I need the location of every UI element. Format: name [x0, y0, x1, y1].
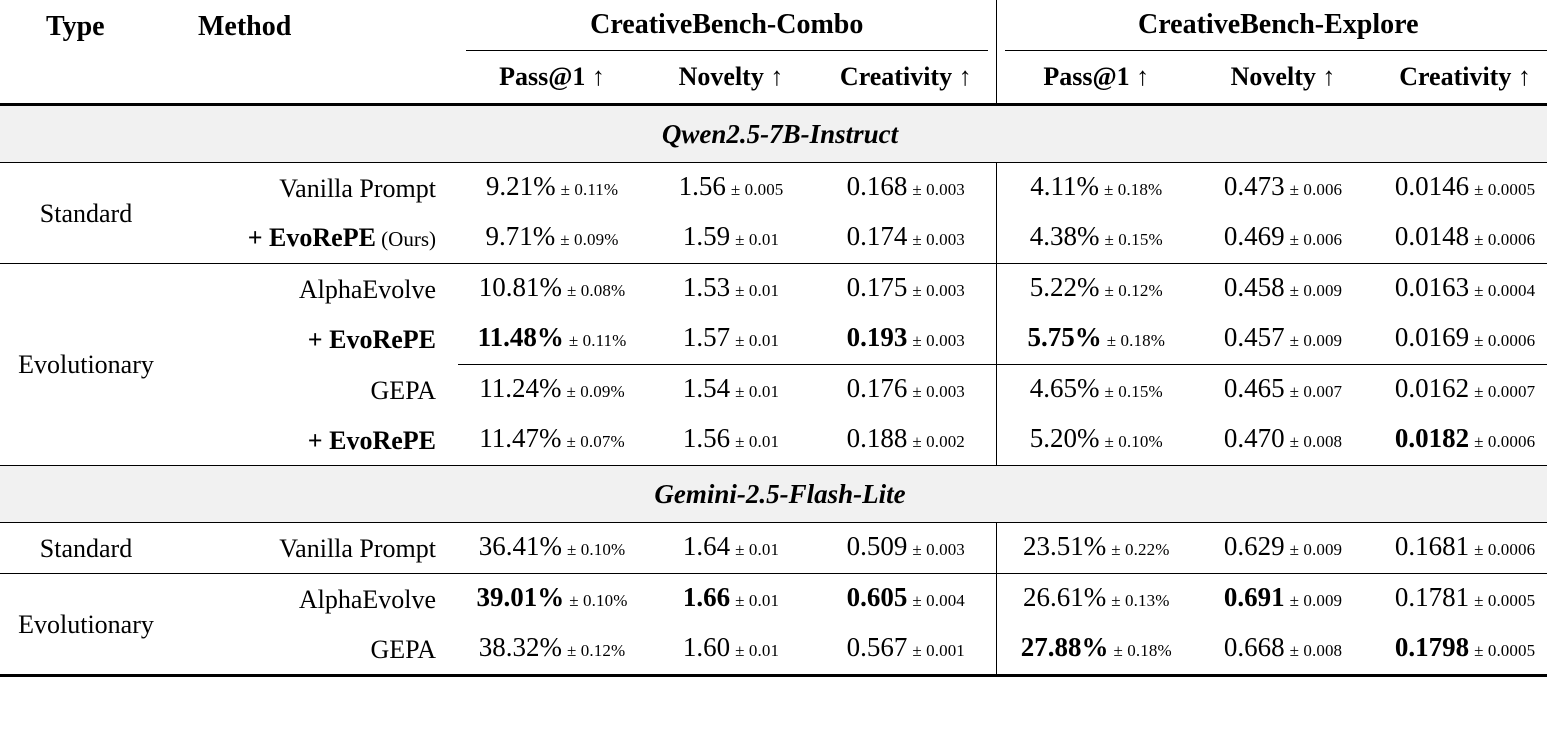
cell-method — [172, 415, 458, 466]
metric-value: 1.54 — [682, 373, 731, 403]
metric-value: 0.1781 — [1394, 582, 1470, 612]
metric-error: ± 0.009 — [1289, 540, 1343, 559]
cell-metric-value — [1196, 213, 1370, 264]
column-header-explore-pass1: Pass@1 ↑ — [996, 51, 1196, 105]
column-header-combo-creativity: Creativity ↑ — [839, 62, 972, 91]
header-group-row — [0, 0, 1547, 51]
column-group-header-combo-label: CreativeBench-Combo — [590, 9, 864, 40]
cell-metric-value — [816, 314, 996, 365]
metric-error: ± 0.12% — [1104, 281, 1163, 300]
metric-value: 0.470 — [1223, 423, 1285, 453]
cell-metric-value — [996, 213, 1196, 264]
method-label: + EvoRePE — [307, 324, 436, 354]
column-header-explore-novelty: Novelty ↑ — [1230, 62, 1336, 91]
table-row — [0, 213, 1547, 264]
table-row — [0, 415, 1547, 466]
metric-error: ± 0.01 — [735, 382, 780, 401]
cell-metric-value — [816, 415, 996, 466]
metric-error: ± 0.01 — [735, 591, 780, 610]
metric-value: 0.0169 — [1394, 322, 1470, 352]
cell-metric-value — [1370, 415, 1547, 466]
cell-metric-value — [646, 213, 816, 264]
cell-type: Evolutionary — [18, 350, 154, 379]
table-foot — [0, 676, 1547, 678]
cell-metric-value — [1196, 365, 1370, 415]
metric-error: ± 0.09% — [560, 230, 619, 249]
metric-value: 0.567 — [846, 632, 908, 662]
metric-value: 38.32% — [478, 632, 563, 662]
metric-value: 0.691 — [1223, 582, 1285, 612]
cell-metric-value — [816, 365, 996, 415]
metric-value: 0.457 — [1223, 322, 1285, 352]
table-body — [0, 106, 1547, 676]
metric-error: ± 0.005 — [730, 180, 784, 199]
cell-metric-value — [996, 163, 1196, 213]
metric-error: ± 0.01 — [735, 641, 780, 660]
metric-error: ± 0.10% — [1104, 432, 1163, 451]
metric-error: ± 0.11% — [568, 331, 627, 350]
cell-type: Standard — [39, 198, 133, 228]
metric-value: 0.668 — [1223, 632, 1285, 662]
metric-error: ± 0.0005 — [1474, 641, 1536, 660]
metric-error: ± 0.009 — [1289, 281, 1343, 300]
cell-metric-value — [1370, 264, 1547, 314]
metric-error: ± 0.01 — [735, 281, 780, 300]
cell-method — [172, 365, 458, 415]
cell-metric-value — [996, 624, 1196, 676]
metric-value: 1.57 — [682, 322, 731, 352]
metric-value: 0.458 — [1223, 272, 1285, 302]
metric-value: 26.61% — [1023, 582, 1107, 612]
metric-error: ± 0.008 — [1289, 432, 1343, 451]
metric-error: ± 0.07% — [566, 432, 625, 451]
metric-value: 0.193 — [846, 322, 908, 352]
metric-error: ± 0.0004 — [1474, 281, 1536, 300]
metric-value: 4.38% — [1029, 221, 1100, 251]
cell-metric-value — [458, 163, 646, 213]
section-header-label: Qwen2.5-7B-Instruct — [0, 106, 1547, 163]
cell-type: Standard — [39, 533, 133, 563]
metric-value: 0.175 — [846, 272, 908, 302]
metric-error: ± 0.18% — [1113, 641, 1172, 660]
metric-value: 0.469 — [1223, 221, 1285, 251]
metric-error: ± 0.01 — [735, 331, 780, 350]
cell-metric-value — [458, 365, 646, 415]
cell-metric-value — [1370, 163, 1547, 213]
metric-value: 1.60 — [682, 632, 731, 662]
cell-metric-value — [816, 264, 996, 314]
table-head — [0, 0, 1547, 106]
section-header-label: Gemini-2.5-Flash-Lite — [0, 466, 1547, 523]
column-header-method: Method — [198, 11, 292, 42]
metric-value: 9.21% — [485, 171, 556, 201]
cell-metric-value — [458, 415, 646, 466]
metric-value: 0.0162 — [1394, 373, 1470, 403]
metric-error: ± 0.004 — [912, 591, 965, 610]
cell-method — [172, 163, 458, 213]
metric-error: ± 0.10% — [567, 540, 626, 559]
metric-value: 5.75% — [1027, 322, 1102, 352]
cell-metric-value — [996, 415, 1196, 466]
cell-metric-value — [646, 163, 816, 213]
metric-value: 11.48% — [477, 322, 564, 352]
column-group-header-explore — [996, 0, 1547, 51]
metric-value: 0.629 — [1223, 531, 1285, 561]
cell-metric-value — [1370, 213, 1547, 264]
method-label: + EvoRePE — [247, 222, 376, 252]
metric-value: 0.174 — [846, 221, 908, 251]
metric-value: 0.0163 — [1394, 272, 1470, 302]
column-group-header-combo — [458, 0, 996, 51]
cell-metric-value — [1370, 574, 1547, 624]
metric-error: ± 0.09% — [566, 382, 625, 401]
column-group-header-explore-label: CreativeBench-Explore — [1138, 9, 1419, 40]
cell-method — [172, 574, 458, 624]
metric-value: 1.53 — [682, 272, 731, 302]
metric-error: ± 0.002 — [912, 432, 965, 451]
metric-error: ± 0.18% — [1104, 180, 1163, 199]
column-header-combo-novelty: Novelty ↑ — [678, 62, 784, 91]
metric-error: ± 0.0006 — [1474, 432, 1536, 451]
metric-error: ± 0.006 — [1289, 180, 1343, 199]
cell-metric-value — [646, 264, 816, 314]
cell-method — [172, 314, 458, 365]
cell-metric-value — [996, 365, 1196, 415]
cell-metric-value — [646, 314, 816, 365]
table-row — [0, 264, 1547, 314]
cell-method — [172, 213, 458, 264]
cell-metric-value — [816, 523, 996, 574]
column-header-explore-creativity: Creativity ↑ — [1399, 62, 1531, 91]
cell-metric-value — [1196, 574, 1370, 624]
metric-error: ± 0.01 — [735, 230, 780, 249]
cell-metric-value — [1370, 523, 1547, 574]
cell-type: Evolutionary — [18, 609, 154, 639]
metric-value: 0.465 — [1223, 373, 1285, 403]
metric-value: 0.1681 — [1394, 531, 1470, 561]
cell-metric-value — [1370, 624, 1547, 676]
cell-metric-value — [996, 314, 1196, 365]
rule-table-bottom — [0, 676, 1547, 678]
metric-error: ± 0.003 — [912, 331, 965, 350]
cell-metric-value — [646, 574, 816, 624]
metric-value: 27.88% — [1020, 632, 1109, 662]
metric-value: 39.01% — [476, 582, 565, 612]
section-header-row — [0, 106, 1547, 163]
metric-value: 0.168 — [846, 171, 908, 201]
cell-metric-value — [646, 415, 816, 466]
metric-error: ± 0.13% — [1111, 591, 1170, 610]
cell-metric-value — [458, 523, 646, 574]
method-label: Vanilla Prompt — [279, 533, 436, 563]
metric-value: 9.71% — [485, 221, 556, 251]
metric-value: 0.0146 — [1394, 171, 1470, 201]
cell-metric-value — [816, 163, 996, 213]
metric-value: 1.66 — [682, 582, 731, 612]
column-header-type: Type — [46, 11, 105, 42]
cell-metric-value — [458, 264, 646, 314]
metric-value: 10.81% — [478, 272, 563, 302]
metric-error: ± 0.003 — [912, 382, 965, 401]
cell-metric-value — [1196, 163, 1370, 213]
method-suffix: (Ours) — [375, 226, 436, 251]
metric-error: ± 0.007 — [1289, 382, 1343, 401]
cell-metric-value — [816, 624, 996, 676]
method-label: GEPA — [370, 634, 436, 664]
metric-error: ± 0.003 — [912, 180, 965, 199]
cell-metric-value — [458, 213, 646, 264]
cell-metric-value — [816, 574, 996, 624]
table-row — [0, 314, 1547, 365]
metric-value: 4.11% — [1030, 171, 1100, 201]
table-row — [0, 574, 1547, 624]
metric-error: ± 0.12% — [567, 641, 626, 660]
metric-error: ± 0.11% — [560, 180, 619, 199]
metric-value: 0.188 — [846, 423, 908, 453]
cell-metric-value — [1196, 314, 1370, 365]
cell-metric-value — [816, 213, 996, 264]
method-label: AlphaEvolve — [298, 584, 436, 614]
metric-error: ± 0.01 — [735, 540, 780, 559]
method-label: GEPA — [370, 375, 436, 405]
cell-metric-value — [1196, 523, 1370, 574]
metric-value: 0.176 — [846, 373, 908, 403]
cell-method — [172, 624, 458, 676]
method-label: AlphaEvolve — [298, 274, 436, 304]
metric-error: ± 0.08% — [567, 281, 626, 300]
metric-value: 36.41% — [478, 531, 563, 561]
cell-metric-value — [646, 523, 816, 574]
table-row — [0, 523, 1547, 574]
cell-metric-value — [1370, 314, 1547, 365]
metric-value: 5.22% — [1029, 272, 1100, 302]
metric-value: 1.56 — [682, 423, 731, 453]
metric-error: ± 0.006 — [1289, 230, 1343, 249]
cell-metric-value — [458, 624, 646, 676]
metric-value: 1.59 — [682, 221, 731, 251]
metric-error: ± 0.15% — [1104, 230, 1163, 249]
metric-error: ± 0.003 — [912, 281, 965, 300]
cell-metric-value — [996, 574, 1196, 624]
cell-metric-value — [1196, 415, 1370, 466]
metric-value: 4.65% — [1029, 373, 1100, 403]
metric-error: ± 0.22% — [1111, 540, 1170, 559]
metric-value: 23.51% — [1023, 531, 1107, 561]
metric-error: ± 0.0007 — [1474, 382, 1536, 401]
metric-error: ± 0.008 — [1289, 641, 1343, 660]
cell-metric-value — [996, 264, 1196, 314]
cell-metric-value — [458, 574, 646, 624]
metric-value: 1.56 — [678, 171, 726, 201]
metric-error: ± 0.0006 — [1474, 230, 1536, 249]
table-row — [0, 163, 1547, 213]
column-header-combo-pass1: Pass@1 ↑ — [499, 62, 605, 91]
metric-error: ± 0.001 — [912, 641, 965, 660]
metric-value: 0.1798 — [1394, 632, 1470, 662]
cell-metric-value — [1196, 624, 1370, 676]
metric-error: ± 0.0006 — [1474, 540, 1536, 559]
cell-metric-value — [646, 365, 816, 415]
cell-metric-value — [1370, 365, 1547, 415]
metric-value: 5.20% — [1029, 423, 1100, 453]
metric-value: 11.24% — [479, 373, 562, 403]
method-label: Vanilla Prompt — [279, 173, 436, 203]
metric-error: ± 0.01 — [735, 432, 780, 451]
metric-value: 11.47% — [479, 423, 562, 453]
metric-error: ± 0.0005 — [1474, 180, 1536, 199]
cell-metric-value — [996, 523, 1196, 574]
metric-value: 0.473 — [1223, 171, 1285, 201]
table-row — [0, 365, 1547, 415]
metric-value: 0.605 — [846, 582, 908, 612]
metric-value: 1.64 — [682, 531, 731, 561]
cell-method — [172, 264, 458, 314]
metric-error: ± 0.18% — [1106, 331, 1165, 350]
table-row — [0, 624, 1547, 676]
method-label: + EvoRePE — [307, 425, 436, 455]
metric-error: ± 0.003 — [912, 230, 965, 249]
metric-value: 0.509 — [846, 531, 908, 561]
section-header-row — [0, 466, 1547, 523]
cell-method — [172, 523, 458, 574]
metric-error: ± 0.15% — [1104, 382, 1163, 401]
metric-value: 0.0148 — [1394, 221, 1470, 251]
cell-metric-value — [646, 624, 816, 676]
cell-metric-value — [1196, 264, 1370, 314]
metric-error: ± 0.003 — [912, 540, 965, 559]
metric-error: ± 0.10% — [569, 591, 628, 610]
metric-value: 0.0182 — [1394, 423, 1470, 453]
metric-error: ± 0.0005 — [1474, 591, 1536, 610]
metric-error: ± 0.009 — [1289, 591, 1343, 610]
metric-error: ± 0.009 — [1289, 331, 1343, 350]
cell-metric-value — [458, 314, 646, 365]
metric-error: ± 0.0006 — [1474, 331, 1536, 350]
